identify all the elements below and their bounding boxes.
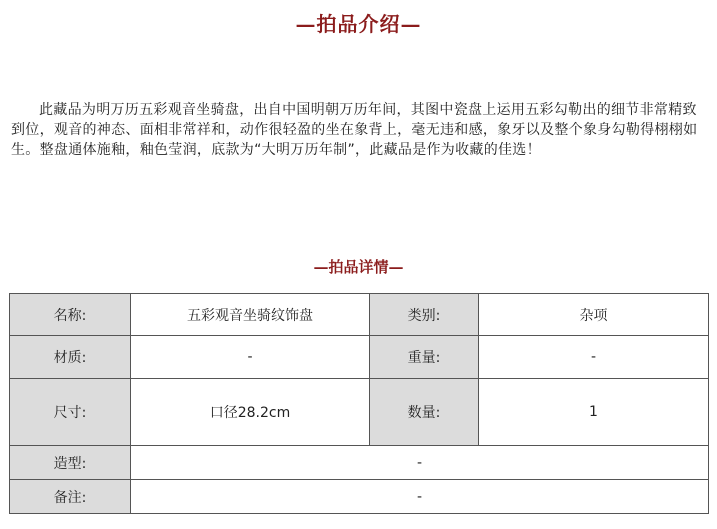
- quantity-label: 数量:: [370, 379, 479, 446]
- table-row: [10, 379, 709, 446]
- table-row: [10, 294, 709, 336]
- intro-paragraph: 此藏品为明万历五彩观音坐骑盘，出自中国明朝万历年间，其图中瓷盘上运用五彩勾勒出的细节非常精致到位，观音的神态、面相非常祥和，动作很轻盈的坐在象背上，毫无违和感，象牙以及整个象身勾勒得栩栩如生。整盘通体施釉，釉色莹润，底款为“大明万历年制”，此藏品是作为收藏的佳选！: [11, 102, 698, 158]
- shape-value: -: [131, 446, 709, 480]
- size-value: 口径28.2cm: [131, 379, 370, 446]
- name-value: 五彩观音坐骑纹饰盘: [131, 294, 370, 336]
- name-label: 名称:: [10, 294, 131, 336]
- table-row: [10, 480, 709, 514]
- details-heading: —拍品详情—: [313, 258, 404, 276]
- remark-value: -: [131, 480, 709, 514]
- intro-heading: —拍品介绍—: [295, 12, 422, 36]
- table-row: [10, 336, 709, 379]
- size-label: 尺寸:: [10, 379, 131, 446]
- weight-label: 重量:: [370, 336, 479, 379]
- material-label: 材质:: [10, 336, 131, 379]
- shape-label: 造型:: [10, 446, 131, 480]
- table-row: [10, 446, 709, 480]
- weight-value: -: [479, 336, 709, 379]
- material-value: -: [131, 336, 370, 379]
- category-label: 类别:: [370, 294, 479, 336]
- quantity-value: 1: [479, 379, 709, 446]
- details-table: [9, 293, 709, 514]
- category-value: 杂项: [479, 294, 709, 336]
- remark-label: 备注:: [10, 480, 131, 514]
